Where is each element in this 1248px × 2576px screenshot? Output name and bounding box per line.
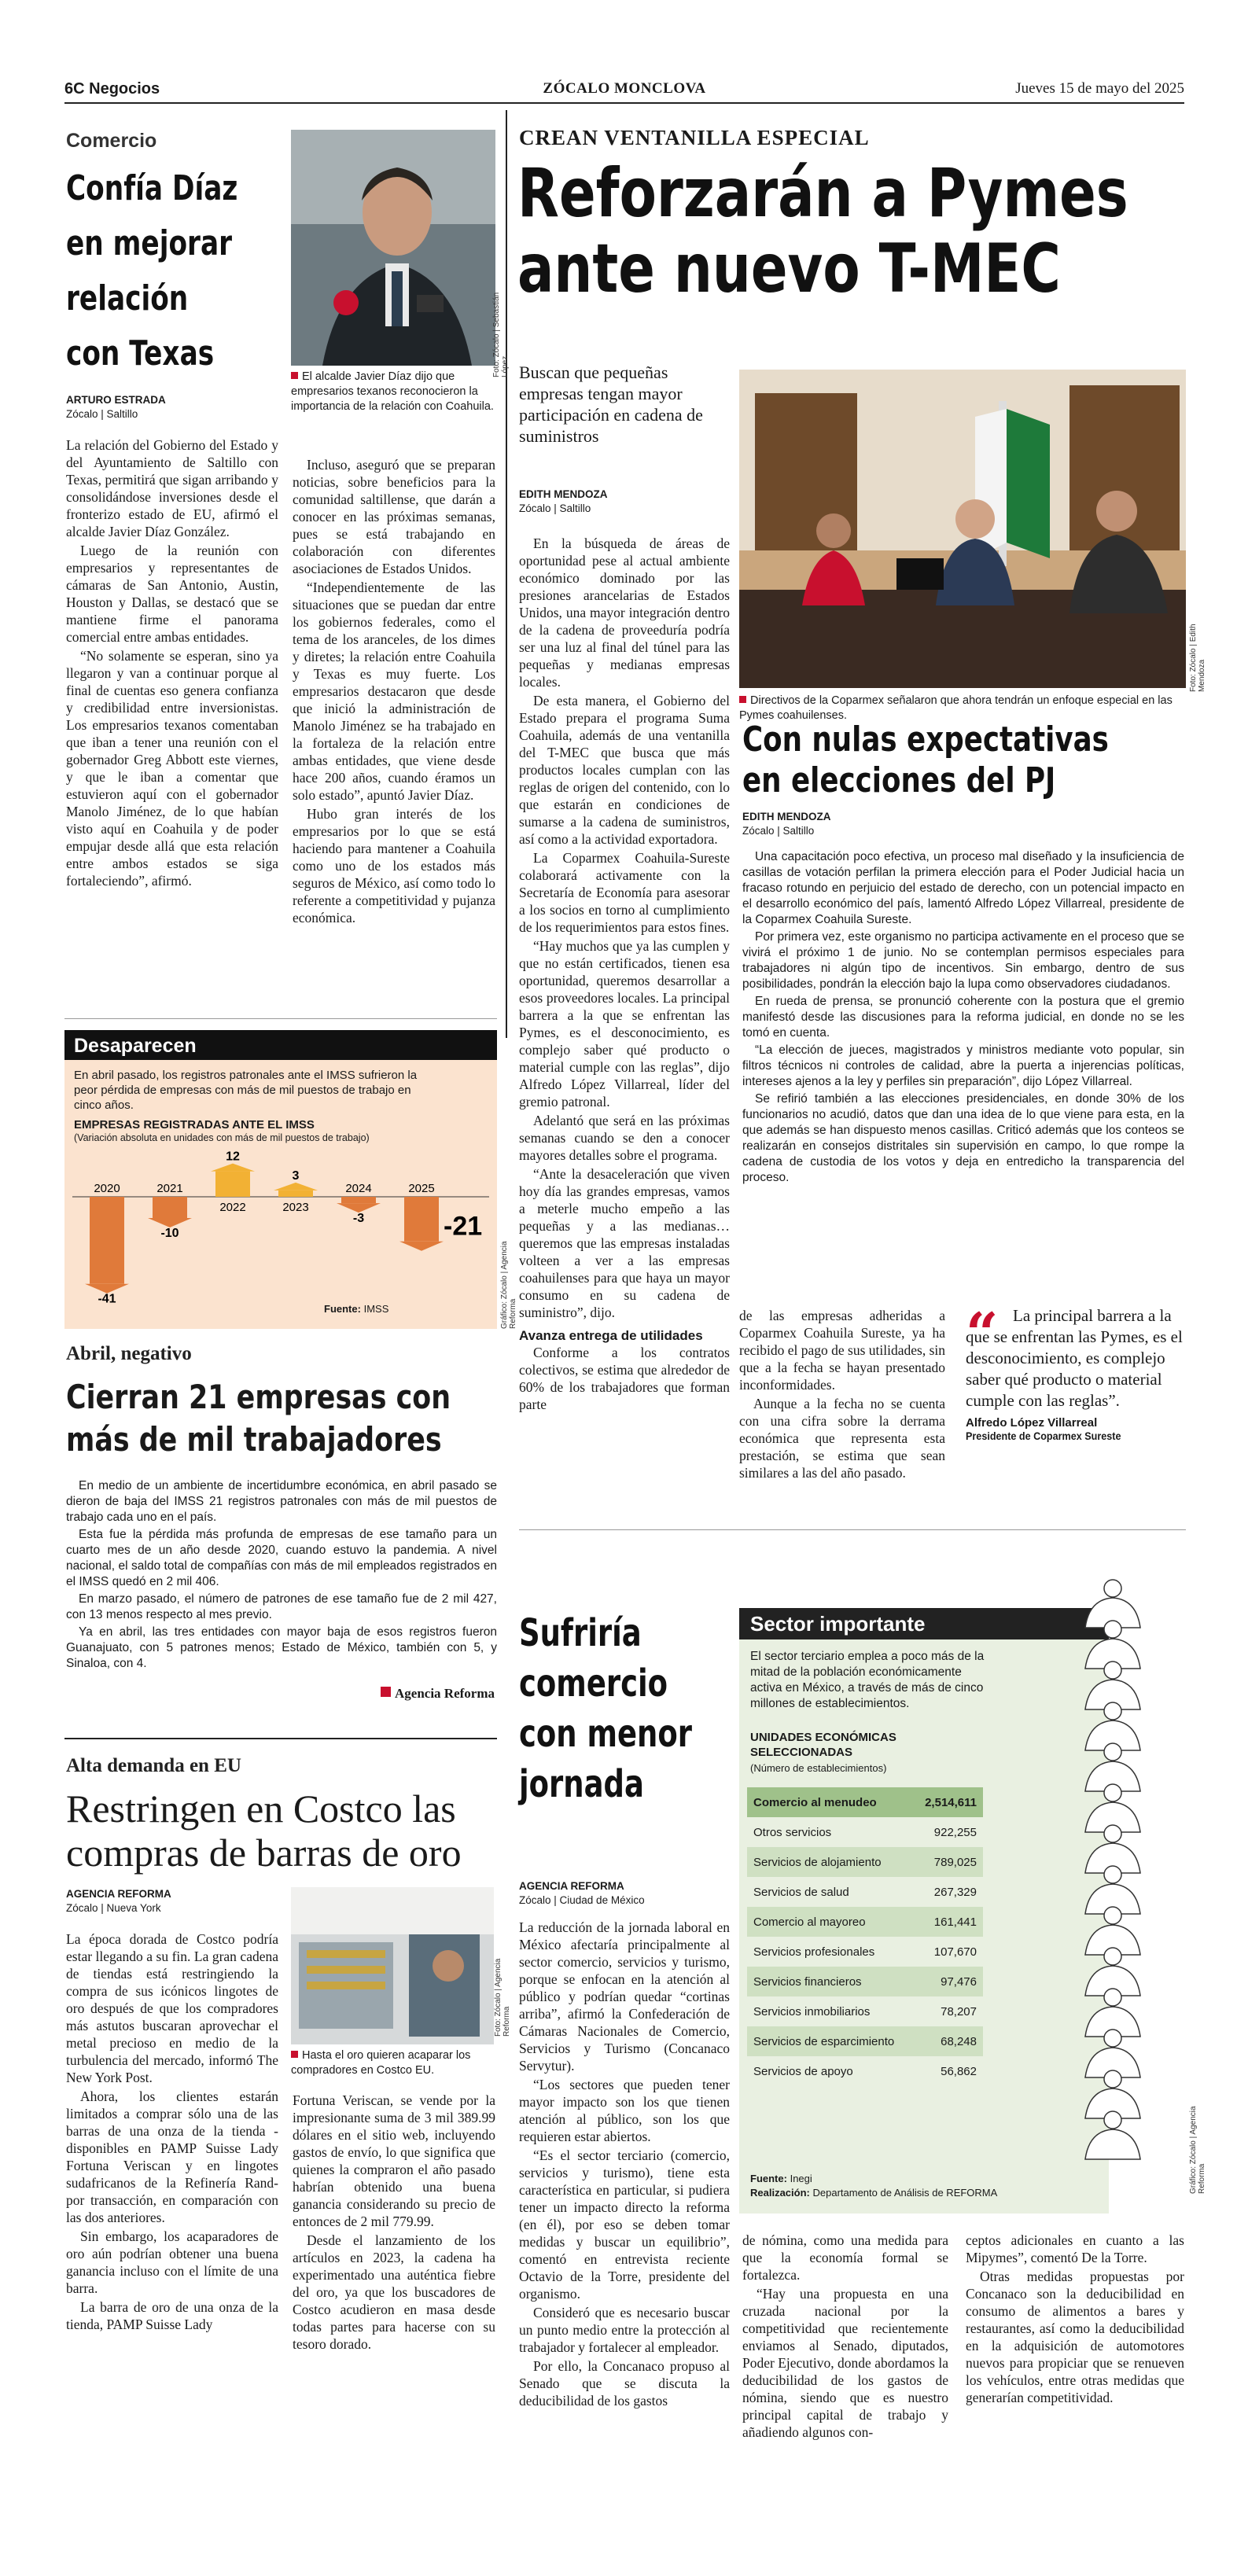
category-label: 2021	[156, 1182, 183, 1195]
quote-text: La principal barrera a la que se enfrentan las Pymes, es el desconocimiento, es complejo saber qué producto o material cumple con las reglas”.	[966, 1306, 1183, 1410]
byline-pymes: EDITH MENDOZA Zócalo | Saltillo	[519, 488, 608, 514]
table-row	[747, 1907, 983, 1937]
quote-mark-icon: “	[966, 1300, 999, 1367]
bar-2022	[215, 1172, 250, 1197]
bullet-square-icon	[739, 696, 746, 703]
infographic-sector-title: Sector importante	[739, 1608, 1109, 1639]
headline-texas: Confía Díaz en mejorar relación con Texas	[66, 168, 238, 374]
column-divider	[506, 110, 507, 1038]
table-row	[747, 1937, 983, 1967]
byline-costco: AGENCIA REFORMA Zócalo | Nueva York	[66, 1888, 171, 1914]
newspaper-name: ZÓCALO MONCLOVA	[543, 80, 706, 97]
headline-jornada: Sufriría comercio con menor jornada	[519, 1611, 692, 1806]
body-costco-col2: Fortuna Veriscan, se vende por la impresionante suma de 3 mil 389.99 dólares en el sitio web, incluyendo gastos de envío, lo que significa que quienes la compraron el año pasado habrían obtenido una buena ganancia considerando su precio de entonces de 2 mil 779.99. Desde el lanzamiento de los artículos en 2023, la cadena ha experimentado una auténtica fiebre del oro, ya que los buscadores de Costco acudieron en masa desde todas partes para hacerse con su tesoro dorado.	[293, 2092, 495, 2352]
kicker-abril: Abril, negativo	[66, 1343, 192, 1364]
headline-pj: Con nulas expectativas en elecciones del PJ	[742, 719, 1109, 800]
infographic-desaparecen	[64, 1030, 497, 1329]
body-texas-col2: Incluso, aseguró que se preparan noticias, sobre beneficios para la comunidad saltillense, que darán a conocer en las próximas semanas, pues se está trabajando en colaboración con diferentes asociaciones de Estados Unidos. “Independientemente de las situaciones que se puedan dar entre los gobiernos federales, como el tema de los aranceles, de los dimes y diretes; la relación entre Coahuila y Texas es muy fuerte. Los empresarios destacaron que desde que inició la administración de Manolo Jiménez se ha trabajado en la fortaleza de la relación entre ambas entidades, que viene desde hace 200 años, cuando éramos un solo estado”, apuntó Javier Díaz. Hubo gran interés de los empresarios por lo que se está haciendo para mantener a Coahuila como uno de los estados más seguros de México, así como todo lo referente a competitividad y pujanza económica.	[293, 457, 495, 926]
kicker-ventanilla: CREAN VENTANILLA ESPECIAL	[519, 126, 870, 149]
divider-cierran	[64, 1738, 497, 1739]
chart-source: Fuente: IMSS	[324, 1303, 389, 1315]
headline-pymes: Reforzarán a Pymes ante nuevo T-MEC	[517, 154, 1128, 308]
caption-pymes: Directivos de la Coparmex señalaron que ahora tendrán un enfoque especial en las Pymes coahuilenses.	[739, 694, 1173, 722]
photo-credit-pymes: Foto: Zócalo | Edith Mendoza	[1189, 624, 1206, 692]
bar-arrow-2022	[211, 1164, 255, 1172]
photo-credit-costco: Foto: Zócalo | Agencia Reforma	[494, 1958, 511, 2037]
table-row	[747, 1817, 983, 1847]
row-label: Servicios profesionales	[753, 1945, 875, 1959]
signature-square-icon	[381, 1687, 391, 1697]
row-label: Otros servicios	[753, 1825, 832, 1839]
value-label: 3	[292, 1168, 300, 1183]
category-label: 2023	[282, 1201, 309, 1214]
row-value: 161,441	[933, 1915, 977, 1929]
chart-subtitle: (Variación absoluta en unidades con más de mil puestos de trabajo)	[74, 1132, 370, 1143]
row-label: Servicios financieros	[753, 1974, 862, 1989]
chart-title: EMPRESAS REGISTRADAS ANTE EL IMSS	[74, 1118, 315, 1132]
row-label: Servicios de apoyo	[753, 2064, 853, 2078]
bar-2024	[341, 1197, 376, 1203]
body-cierran: En medio de un ambiente de incertidumbre económica, en abril pasado se dieron de baja del IMSS 21 registros patronales con más de mil puestos de trabajo cada uno en el país. Esta fue la pérdida más profunda de empresas de ese tamaño para un cuarto mes de un año desde 2020, cuando estuvo la pandemia. A nivel nacional, el saldo total de compañías con más de mil empleados registrados en el IMSS quedó en 2 mil 406. En marzo pasado, el número de patrones de ese tamaño fue de 2 mil 427, con 13 menos respecto al mes previo. Ya en abril, las tres entidades con mayor baja de esos registros fueron Guanajuato, con 5 patrones menos; Estado de México, también con 5, y Sinaloa, con 4.	[66, 1479, 497, 1670]
table-row	[747, 1847, 983, 1877]
row-value: 56,862	[941, 2064, 977, 2078]
bar-arrow-2025	[399, 1242, 444, 1251]
bar-2023	[278, 1190, 313, 1197]
category-label: 2020	[94, 1182, 120, 1195]
table-row	[747, 1877, 983, 1907]
row-value: 2,514,611	[925, 1795, 977, 1809]
bullet-square-icon	[291, 372, 298, 379]
body-pymes-col2: de las empresas adheridas a Coparmex Coahuila Sureste, ya ha recibido el pago de sus utilidades, sin que a la fecha se hayan presentado inconformidades. Aunque a la fecha no se cuenta con una cifra sobre la derrama económica que representa esta prestación, se estima que sean similares a las del año pasado.	[739, 1308, 945, 1481]
photo-javier-diaz	[291, 130, 495, 366]
table-row	[747, 1787, 983, 1817]
row-value: 922,255	[933, 1825, 977, 1839]
table-row	[747, 1996, 983, 2026]
person-body-icon	[1085, 2129, 1140, 2159]
credit-desaparecen: Gráfico: Zócalo | Agencia Reforma	[500, 1241, 517, 1329]
person-head-icon	[1104, 1743, 1121, 1761]
value-label: -41	[98, 1292, 116, 1306]
person-head-icon	[1104, 2030, 1121, 2047]
body-jornada-col2: de nómina, como una medida para que la economía formal se fortalezca. “Hay una propuesta en una cruzada nacional por la competitividad que recientemente enviamos al Senado, diputados, Poder Ejecutivo, donde abordamos la deducibilidad de los gastos de nómina, siendo que es nuestro principal capital de trabajo y añadiendo algunos con-	[742, 2232, 948, 2440]
body-jornada-col1: La reducción de la jornada laboral en México afectaría principalmente al sector comercio, servicios y turismo, porque se enfocan en la atención al público y podrían quedar “cortinas arriba”, afirmó la Confederación de Cámaras Nacionales de Comercio, Servicios y Turismo (Concanaco Servytur). “Los sectores que pueden tener mayor impacto son los que tienen atención al público, son los que requieren estar abiertos. “Es el sector terciario (comercio, servicios y turismo), tiene esta característica en particular, si pudiera tener un impacto directo la reforma (en él), por eso se deben tomar medidas y buscar un equilibrio”, comentó en entrevista reciente Octavio de la Torre, presidente del organismo. Consideró que es necesario buscar un punto medio entre la protección al trabajador y fortalecer al empleador. Por ello, la Concanaco propuso al Senado que se discuta la deducibilidad de los gastos	[519, 1919, 730, 2409]
body-jornada-col3: ceptos adicionales en cuanto a las Mipymes”, comentó De la Torre. Otras medidas propuestas por Concanaco son la deducibilidad en consumo de alimentos a bares y restaurantes, así como la deducibilidad en la adquisición de automotores nuevos para propiciar que se renueven los vehículos, entre otras medidas que generarían competitividad.	[966, 2232, 1184, 2405]
pull-quote	[966, 1300, 1186, 1442]
bar-2021	[153, 1197, 187, 1218]
category-label: 2025	[408, 1182, 435, 1195]
person-head-icon	[1104, 1702, 1121, 1720]
table-row	[747, 2026, 983, 2056]
bar-2025	[404, 1197, 439, 1242]
byline-pj: EDITH MENDOZA Zócalo | Saltillo	[742, 811, 831, 837]
kicker-alta-demanda: Alta demanda en EU	[66, 1755, 241, 1776]
bar-2020	[90, 1197, 124, 1284]
signature-cierran: Agencia Reforma	[381, 1686, 495, 1702]
row-label: Servicios de esparcimiento	[753, 2034, 895, 2048]
body-pj: Una capacitación poco efectiva, un proceso mal diseñado y la insuficiencia de casillas de votación perfilan la primera elección para el Poder Judicial hacia un fracaso rotundo en perjuicio del estado de derecho, con un potencial impacto en el desarrollo económico del país, lamentó Alfredo López Villarreal, presidente de la Coparmex Coahuila Sureste. Por primera vez, este organismo no participa activamente en el proceso que se vivirá el próximo 1 de junio. No se contemplan permisos especiales para trabajadores ni algún tipo de incentivos. Sin embargo, dentro de sus posibilidades, pondrán la elección bajo la lupa como observadores ciudadanos. En rueda de prensa, se pronunció coherente con la postura que el gremio manifestó desde las discusiones para la reforma judicial, en donde no se les tomó en cuenta. “La elección de jueces, magistrados y ministros mediante voto popular, sin filtros técnicos ni controles de calidad, abre la puerta a injerencias políticas, intereses ajenos a la ley y perfiles sin preparación”, dijo López Villarreal. Se refirió también a las elecciones presidenciales, en donde 30% de los funcionarios no acudió, datos que dan una idea de lo que viene para esta, en la que además se han dispuesto menos casillas. Criticó además que los conteos se realizarán en consejos distritales sin supervisión en campo, lo que rompe la cadena de custodia de los votos y deja en entredicho la transparencia del proceso.	[742, 850, 1184, 1184]
table-row	[747, 1967, 983, 1996]
table-subtitle: (Número de establecimientos)	[750, 1762, 887, 1774]
value-label: -3	[352, 1212, 365, 1226]
value-label: -21	[444, 1211, 483, 1242]
kicker-comercio: Comercio	[66, 130, 157, 152]
quote-role: Presidente de Coparmex Sureste	[966, 1430, 1121, 1442]
row-value: 78,207	[941, 2004, 977, 2018]
caption-texas: El alcalde Javier Díaz dijo que empresarios texanos reconocieron la importancia de la relación con Coahuila.	[291, 370, 494, 413]
row-label: Servicios inmobiliarios	[753, 2004, 871, 2018]
person-head-icon	[1104, 2070, 1121, 2088]
section-label: 6C Negocios	[64, 80, 160, 98]
person-head-icon	[1104, 1662, 1121, 1679]
category-label: 2022	[219, 1201, 246, 1214]
deck-pymes: Buscan que pequeñas empresas tengan mayor participación en cadena de suministros	[519, 362, 703, 446]
row-value: 97,476	[941, 1974, 977, 1989]
row-value: 68,248	[941, 2034, 977, 2048]
quote-author: Alfredo López Villarreal	[966, 1416, 1098, 1430]
bar-arrow-2023	[274, 1183, 318, 1190]
credit-sector: Gráfico: Zócalo | Agencia Reforma	[1189, 2106, 1206, 2194]
row-value: 107,670	[933, 1945, 977, 1959]
person-head-icon	[1104, 1825, 1121, 1842]
sector-realization: Realización: Departamento de Análisis de REFORMA	[750, 2187, 998, 2199]
row-value: 267,329	[933, 1885, 977, 1899]
headline-cierran: Cierran 21 empresas con más de mil trabajadores	[66, 1378, 451, 1459]
row-value: 789,025	[933, 1855, 977, 1869]
row-label: Servicios de salud	[753, 1885, 849, 1899]
issue-date: Jueves 15 de mayo del 2025	[1015, 80, 1184, 97]
infographic-sector-intro: El sector terciario emplea a poco más de la mitad de la población económicamente activa en México, a través de más de cinco millones de establecimientos.	[750, 1650, 985, 1710]
bar-chart-imss	[64, 1140, 497, 1329]
value-label: 12	[226, 1150, 240, 1164]
person-head-icon	[1104, 1784, 1121, 1801]
infographic-intro: En abril pasado, los registros patronales ante el IMSS sufrieron la peor pérdida de empresas con más de mil puestos de trabajo en cinco años.	[74, 1069, 418, 1112]
divider-pymes	[519, 1529, 1186, 1530]
person-head-icon	[1104, 1621, 1121, 1638]
caption-costco: Hasta el oro quieren acaparar los compradores en Costco EU.	[291, 2049, 471, 2077]
row-label: Comercio al mayoreo	[753, 1915, 866, 1929]
table-title: UNIDADES ECONÓMICAS SELECCIONADAS	[750, 1731, 896, 1759]
divider-texas	[64, 1018, 497, 1019]
photo-credit-texas: Foto: Zócalo | Sebastián López	[492, 292, 510, 377]
row-label: Servicios de alojamiento	[753, 1855, 882, 1869]
page-header	[64, 79, 1184, 102]
headline-costco: Restringen en Costco las compras de barras de oro	[66, 1787, 462, 1875]
value-label: -10	[160, 1227, 179, 1240]
people-stack-illustration	[1038, 1573, 1187, 2186]
infographic-title: Desaparecen	[64, 1030, 497, 1060]
photo-illustration-costco	[291, 1887, 494, 2044]
person-head-icon	[1104, 1866, 1121, 1883]
body-texas-col1: La relación del Gobierno del Estado y del Ayuntamiento de Saltillo con Texas, permitirá que sigan arribando y consolidándose inversiones desde el fronterizo estado de EU, afirmó el alcalde Javier Díaz González. Luego de la reunión con empresarios y representantes de cámaras de San Antonio, Austin, Houston y Dallas, se destacó que se mantiene firme el panorama comercial entre ambas entidades. “No solamente se esperan, sino ya llegaron y van a continuar porque al final de cuentas eso genera confianza y credibilidad entre inversionistas. Los empresarios texanos comentaban que iban a tener una reunión con el gobernador Greg Abbott este viernes, y que le iban a comentar que estuvieron aquí con el gobernador Manolo Jiménez, de lo que habían visto aquí en Coahuila y de poder empujar desde allá que esta relación entre ambos estados se siga fortaleciendo”, afirmó.	[66, 437, 278, 889]
person-head-icon	[1104, 1989, 1121, 2006]
subhead-utilidades: Avanza entrega de utilidades	[519, 1328, 703, 1343]
category-label: 2024	[345, 1182, 372, 1195]
table-row	[747, 2056, 983, 2086]
photo-costco-gold	[291, 1887, 494, 2044]
bullet-square-icon	[291, 2051, 298, 2058]
person-head-icon	[1104, 2111, 1121, 2129]
header-rule	[64, 102, 1184, 104]
sector-source: Fuente: Inegi	[750, 2173, 812, 2184]
photo-illustration-coparmex	[739, 370, 1186, 688]
byline-texas: ARTURO ESTRADA Zócalo | Saltillo	[66, 394, 166, 420]
photo-coparmex-press	[739, 370, 1186, 688]
byline-jornada: AGENCIA REFORMA Zócalo | Ciudad de México	[519, 1880, 645, 1906]
person-head-icon	[1104, 1907, 1121, 1924]
person-head-icon	[1104, 1948, 1121, 1965]
body-costco-col1: La época dorada de Costco podría estar llegando a su fin. La gran cadena de tiendas está restringiendo la compra de sus icónicos lingotes de oro después de que los compradores más astutos buscaran aprovechar el metal precioso en medio de la turbulencia del mercado, informó The New York Post. Ahora, los clientes estarán limitados a comprar sólo una de las barras de una onza de la tienda -disponibles en PAMP Suisse Lady Fortuna Veriscan y en lingotes sudafricanos de la Refinería Rand- por transacción, en comparación con las dos anteriores. Sin embargo, los acaparadores de oro aún podrían obtener una buena ganancia incluso con el límite de una barra. La barra de oro de una onza de la tienda, PAMP Suisse Lady	[66, 1931, 278, 2332]
person-head-icon	[1104, 1580, 1121, 1597]
sector-table	[747, 1787, 983, 2086]
row-label: Comercio al menudeo	[753, 1795, 877, 1809]
photo-illustration	[291, 130, 495, 366]
body-pymes-col1: En la búsqueda de áreas de oportunidad pese al actual ambiente económico dominado por las presiones arancelarias de Estados Unidos, una mayor integración dentro de la cadena de proveeduría podría ser una luz al final del túnel para las pequeñas y medianas empresas locales. De esta manera, el Gobierno del Estado prepara el programa Suma Coahuila, además de una ventanilla del T-MEC que busca que más productos locales cumplan con las reglas de origen del contenido, con lo que estarán en condiciones de sumarse a la cadena de suministros, así como a la actividad exportadora. La Coparmex Coahuila-Sureste colaborará activamente con la Secretaría de Economía para asesorar a los socios en torno al cumplimiento de los requerimientos para estos fines. “Hay muchos que ya las cumplen y que no están certificados, tienen esa oportunidad, queremos desarrollar a esos proveedores locales. La principal barrera a la que se enfrentan las Pymes, es el desconocimiento, es complejo saber qué producto o material cumple con las reglas”, dijo Alfredo López Villarreal, líder del gremio patronal. Adelantó que será en las próximas semanas cuando se den a conocer mayores detalles sobre el programa. “Ante la desaceleración que viven hoy día las grandes empresas, vamos a meterle mucho empeño a las pequeñas y a las medianas… queremos que las empresas instaladas volteen a ver a las empresas coahuilenses para que haya un mayor consumo en su cadena de suministro”, dijo. Avanza entrega de utilidades Conforme a los contratos colectivos, se estima que alrededor de 60% de los trabajadores que forman parte	[519, 535, 730, 1412]
